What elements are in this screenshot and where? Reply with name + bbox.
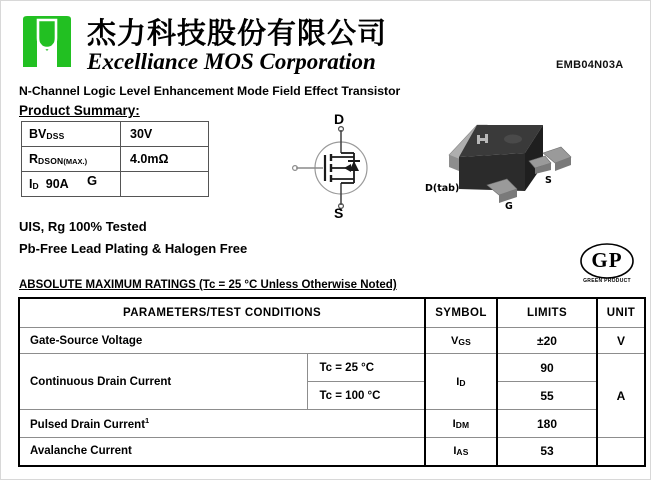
symbol-main: I: [452, 417, 456, 430]
symbol-main: I: [456, 375, 460, 388]
rating-symbol-vgs: [425, 328, 497, 354]
table-row: [19, 354, 645, 382]
symbol-main: I: [453, 445, 457, 458]
product-summary-title: Product Summary:: [19, 103, 140, 118]
company-logo-icon: [20, 14, 74, 72]
rating-condition-tc25: Tc = 25 °C: [307, 354, 425, 382]
package-gate-label: G: [505, 201, 513, 212]
rating-limit-vgs: ±20: [497, 328, 597, 354]
summary-param-id: [22, 172, 121, 197]
summary-label-sub: DSS: [46, 131, 65, 141]
document-header: [15, 9, 640, 79]
footnote-marker: 1: [145, 416, 150, 426]
package-tab-label: D(tab): [425, 183, 460, 194]
feature-text-pbfree: Pb-Free Lead Plating & Halogen Free: [19, 241, 248, 256]
green-product-badge: [579, 241, 639, 289]
rating-unit-volts: V: [597, 328, 645, 354]
feature-text-uis: UIS, Rg 100% Tested: [19, 219, 147, 234]
summary-value-id-empty: [121, 172, 209, 197]
table-header-row: [19, 298, 645, 328]
rating-parameter-gate-source-voltage: Gate-Source Voltage: [19, 328, 425, 354]
stray-gate-glyph: G: [87, 173, 98, 188]
table-row: [19, 328, 645, 354]
symbol-sub: AS: [456, 447, 469, 458]
summary-value-bvdss: 30V: [121, 122, 209, 147]
column-header-symbol: SYMBOL: [425, 298, 497, 328]
symbol-sub: D: [459, 377, 466, 388]
summary-label: I: [29, 177, 33, 191]
ratings-section-title: ABSOLUTE MAXIMUM RATINGS (Tc = 25 °C Unless Otherwise Noted): [19, 279, 397, 291]
rating-unit-blank: [597, 438, 645, 466]
rating-symbol-ias: [425, 438, 497, 466]
column-header-parameters: PARAMETERS/TEST CONDITIONS: [19, 298, 425, 328]
green-product-caption: GREEN PRODUCT: [583, 278, 631, 284]
package-drawing: [425, 113, 585, 219]
summary-label-sub: D: [32, 181, 39, 191]
mosfet-symbol-icon: [286, 113, 401, 225]
company-name-english: Excelliance MOS Corporation: [87, 49, 376, 74]
column-header-limits: LIMITS: [497, 298, 597, 328]
table-row: [22, 122, 209, 147]
rating-limit-idm: 180: [497, 410, 597, 438]
table-row: [19, 410, 645, 438]
rating-parameter-continuous-drain-current: Continuous Drain Current: [19, 354, 307, 410]
symbol-drain-label: D: [334, 111, 345, 127]
table-row: [22, 172, 209, 197]
rating-condition-tc100: Tc = 100 °C: [307, 382, 425, 410]
parameter-text: Pulsed Drain Current: [30, 418, 146, 431]
summary-value-rdson: 4.0mΩ: [121, 147, 209, 172]
summary-value-id: 90A: [45, 177, 69, 191]
absolute-maximum-ratings-table: [18, 297, 646, 467]
package-source-label: S: [545, 175, 552, 186]
company-name-chinese: 杰力科技股份有限公司: [87, 16, 388, 50]
rating-unit-amps: A: [597, 354, 645, 438]
symbol-sub: DM: [455, 419, 470, 430]
rating-symbol-id: [425, 354, 497, 410]
summary-label-sub: DSON: [38, 156, 64, 166]
summary-label: BV: [29, 127, 47, 141]
summary-param-rdson: [22, 147, 121, 172]
symbol-source-label: S: [334, 205, 344, 221]
table-row: [22, 147, 209, 172]
rating-limit-id-25c: 90: [497, 354, 597, 382]
rating-parameter-avalanche-current: Avalanche Current: [19, 438, 425, 466]
summary-label: R: [29, 152, 39, 166]
rating-limit-id-100c: 55: [497, 382, 597, 410]
summary-param-bvdss: [22, 122, 121, 147]
mosfet-symbol-diagram: [286, 113, 401, 225]
rating-symbol-idm: [425, 410, 497, 438]
column-header-unit: UNIT: [597, 298, 645, 328]
symbol-main: V: [450, 334, 459, 347]
symbol-sub: GS: [458, 336, 472, 347]
summary-label-qualifier: (MAX.): [63, 157, 88, 166]
table-row: [19, 438, 645, 466]
device-description: N-Channel Logic Level Enhancement Mode Field Effect Transistor: [19, 84, 401, 98]
rating-limit-ias: 53: [497, 438, 597, 466]
product-summary-table: [21, 121, 209, 197]
green-product-mark: GP: [591, 248, 623, 272]
rating-parameter-pulsed-drain-current: [19, 410, 425, 438]
part-number: EMB04N03A: [556, 59, 624, 71]
